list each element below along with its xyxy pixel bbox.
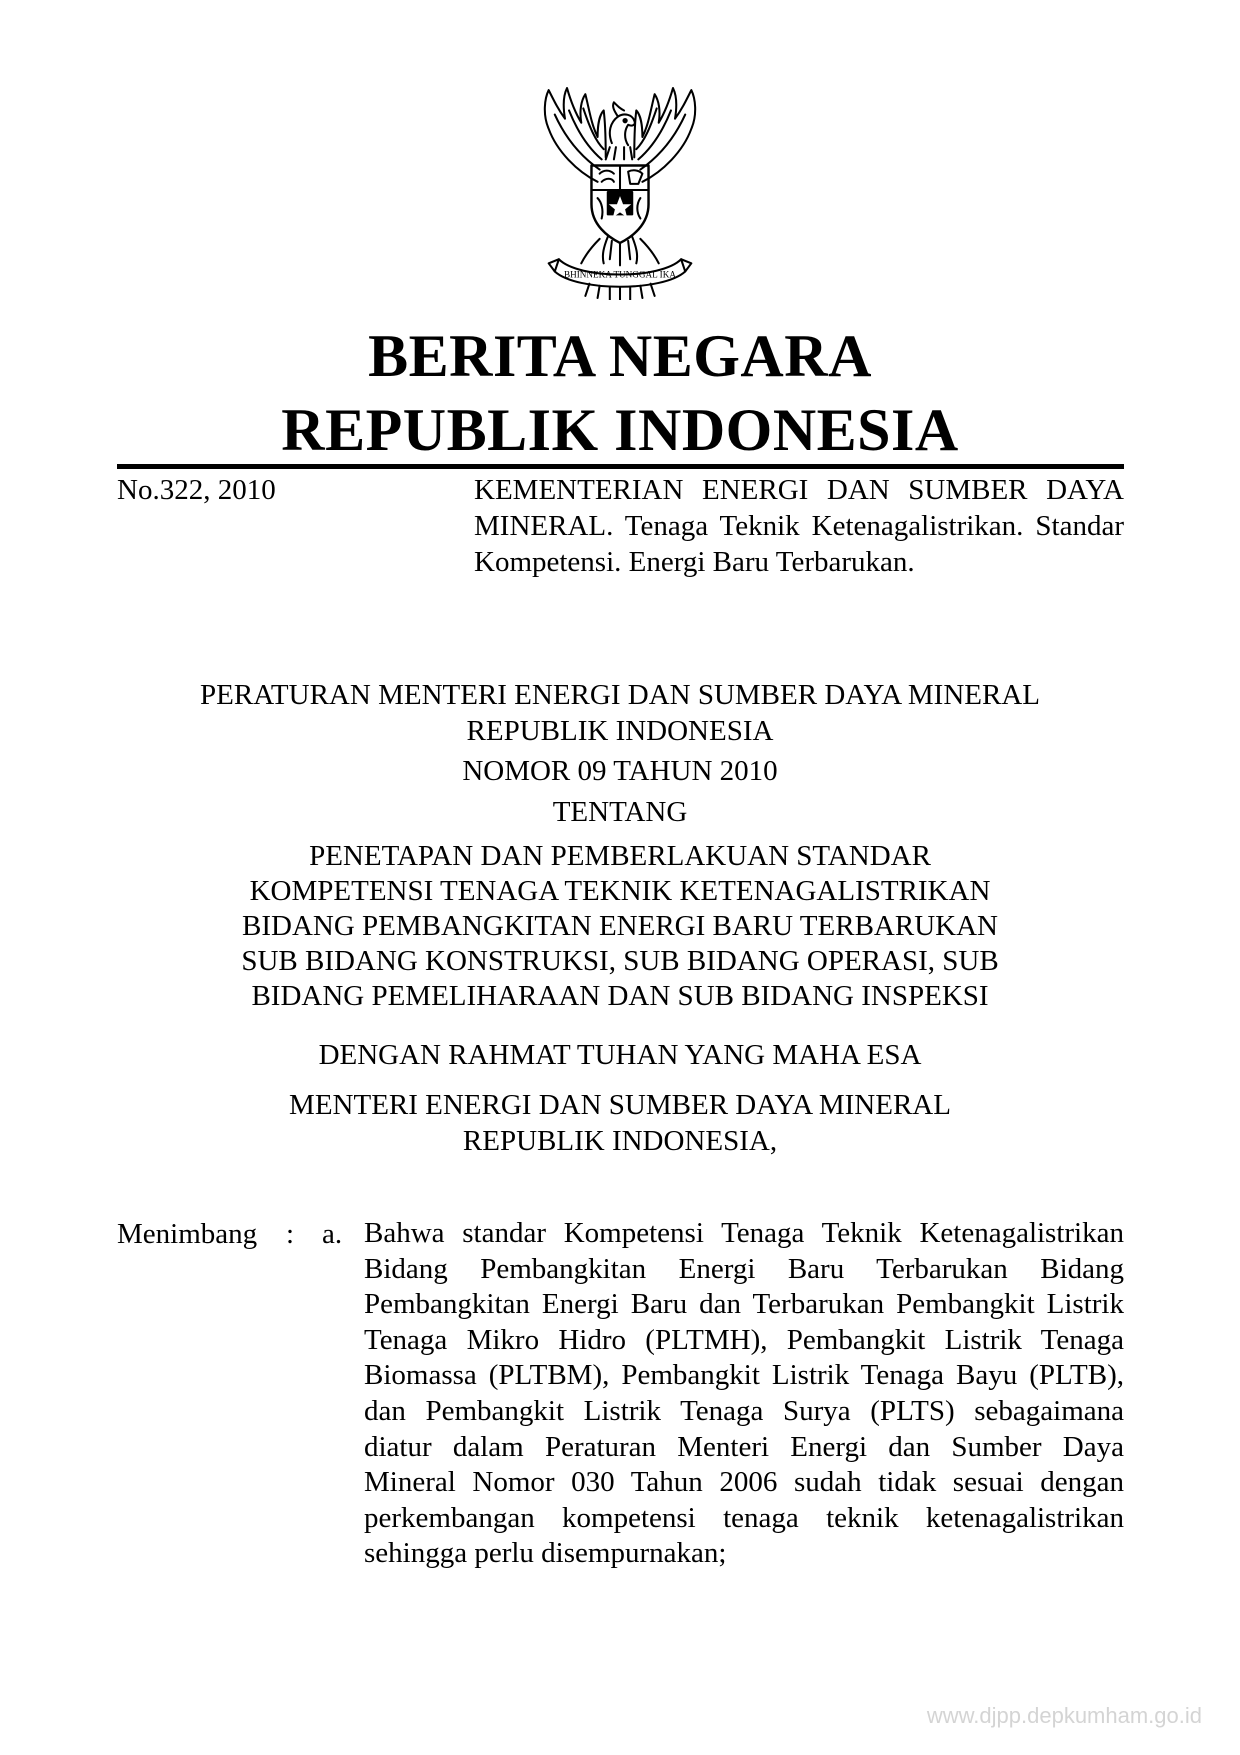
- regulation-title-line: SUB BIDANG KONSTRUKSI, SUB BIDANG OPERASI, SUB: [241, 945, 999, 977]
- regulation-number: NOMOR 09 TAHUN 2010: [462, 755, 778, 787]
- masthead-title: BERITA NEGARA: [368, 323, 872, 389]
- invocation: DENGAN RAHMAT TUHAN YANG MAHA ESA: [318, 1039, 922, 1071]
- considering-label: Menimbang: [117, 1218, 258, 1250]
- garuda-emblem-icon: [518, 84, 722, 300]
- regulation-title-line: PENETAPAN DAN PEMBERLAKUAN STANDAR: [309, 840, 931, 872]
- considering-colon: :: [286, 1218, 295, 1250]
- regulation-heading-country: REPUBLIK INDONESIA: [466, 715, 774, 747]
- regulation-title-line: KOMPETENSI TENAGA TEKNIK KETENAGALISTRIKAN: [249, 875, 991, 907]
- considering-item-letter: a.: [322, 1218, 343, 1250]
- regulation-heading: PERATURAN MENTERI ENERGI DAN SUMBER DAYA MINERAL: [200, 679, 1040, 711]
- regulation-title-line: BIDANG PEMELIHARAAN DAN SUB BIDANG INSPEKSI: [251, 980, 989, 1012]
- considering-item-text: Bahwa standar Kompetensi Tenaga Teknik Ketenagalistrikan Bidang Pembangkitan Energi Baru Terbarukan Bidang Pembangkitan Energi Baru dan Terbarukan Pembangkit Listrik Tenaga Mikro Hidro (PLTMH), Pembangkit Listrik Tenaga Biomassa (PLTBM), Pembangkit Listrik Tenaga Bayu (PLTB), dan Pembangkit Listrik Tenaga Surya (PLTS) sebagaimana diatur dalam Peraturan Menteri Energi dan Sumber Daya Mineral Nomor 030 Tahun 2006 sudah tidak sesuai dengan perkembangan kompetensi tenaga teknik ketenagalistrikan sehingga perlu disempurnakan;: [364, 1217, 1124, 1570]
- gazette-subject: KEMENTERIAN ENERGI DAN SUMBER DAYA MINERAL. Tenaga Teknik Ketenagalistrikan. Standar Kompetensi. Energi Baru Terbarukan.: [474, 474, 1124, 578]
- issuer-country: REPUBLIK INDONESIA,: [462, 1125, 778, 1157]
- regulation-about: TENTANG: [552, 796, 688, 828]
- motto-text: BHINNEKA TUNGGAL IKA: [564, 269, 676, 280]
- issuer: MENTERI ENERGI DAN SUMBER DAYA MINERAL: [289, 1089, 951, 1121]
- masthead-subtitle: REPUBLIK INDONESIA: [281, 397, 959, 463]
- gazette-number: No.322, 2010: [117, 474, 276, 506]
- header-divider: [117, 464, 1124, 469]
- watermark: www.djpp.depkumham.go.id: [926, 1703, 1202, 1728]
- regulation-title-line: BIDANG PEMBANGKITAN ENERGI BARU TERBARUKAN: [242, 910, 998, 942]
